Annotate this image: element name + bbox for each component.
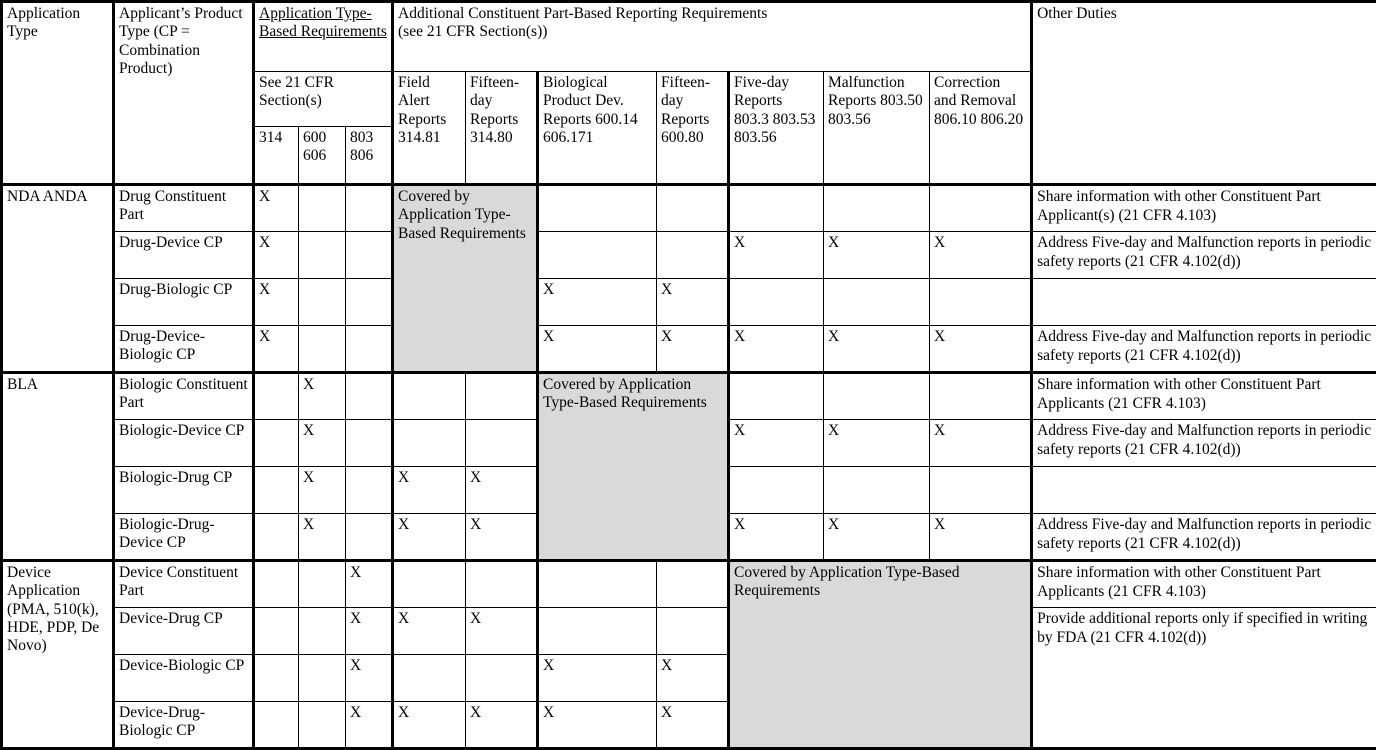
header-biological-product-dev-reports-text: Biological Product Dev. Reports 600.14 606.171 (543, 74, 652, 147)
header-group-additional-line2: (see 21 CFR Section(s)) (398, 23, 1026, 41)
header-field-alert-reports (393, 72, 466, 185)
cell-600-606: X (299, 514, 346, 561)
covered-by-app-type-bla: Covered by Application Type-Based Requirements (538, 373, 729, 561)
cell-803-806 (346, 326, 393, 373)
cell-600-606 (299, 561, 346, 608)
cell-314: X (254, 279, 299, 326)
cell-field-alert (393, 655, 466, 702)
cell-314 (254, 467, 299, 514)
cell-314: X (254, 232, 299, 279)
cell-803-806: X (346, 608, 393, 655)
header-five-day-reports-text: Five-day Reports 803.3 803.53 803.56 (734, 74, 819, 147)
cell-other-duties: Provide additional reports only if specified in writing by FDA (21 CFR 4.102(d)) (1032, 608, 1376, 749)
cell-314 (254, 561, 299, 608)
cell-correction-removal (930, 185, 1032, 232)
table-row (2, 326, 1376, 373)
cell-bio-product-dev: X (538, 655, 657, 702)
cell-fifteen-day-600 (657, 561, 729, 608)
cell-fifteen-day-314: X (466, 702, 538, 749)
cell-314 (254, 373, 299, 420)
cell-correction-removal: X (930, 420, 1032, 467)
cell-correction-removal: X (930, 232, 1032, 279)
cell-314 (254, 420, 299, 467)
cell-600-606: X (299, 467, 346, 514)
cell-correction-removal (930, 279, 1032, 326)
cell-803-806 (346, 420, 393, 467)
cell-correction-removal (930, 467, 1032, 514)
cell-field-alert: X (393, 702, 466, 749)
cell-803-806: X (346, 561, 393, 608)
cell-803-806: X (346, 655, 393, 702)
cell-bio-product-dev (538, 608, 657, 655)
cell-fifteen-day-600: X (657, 655, 729, 702)
product-type-cell: Device-Drug CP (114, 608, 254, 655)
header-five-day-reports (729, 72, 824, 185)
cell-803-806 (346, 279, 393, 326)
cell-five-day: X (729, 326, 824, 373)
application-type-device-text: Device Application (PMA, 510(k), HDE, PDP, De Novo) (7, 564, 108, 655)
application-type-nda-anda-text: NDA ANDA (7, 188, 108, 206)
cell-fifteen-day-314: X (466, 467, 538, 514)
header-group-additional-line1: Additional Constituent Part-Based Reporting Requirements (398, 5, 1026, 23)
header-group-row (2, 2, 1376, 72)
table-row (2, 232, 1376, 279)
cell-malfunction: X (824, 232, 930, 279)
cell-malfunction: X (824, 514, 930, 561)
cell-other-duties: Address Five-day and Malfunction reports in periodic safety reports (21 CFR 4.102(d)) (1032, 420, 1376, 467)
cell-correction-removal: X (930, 326, 1032, 373)
header-fifteen-day-reports-314 (466, 72, 538, 185)
header-cfr-314: 314 (254, 127, 299, 185)
cell-malfunction: X (824, 326, 930, 373)
cell-five-day (729, 373, 824, 420)
cell-600-606 (299, 655, 346, 702)
cell-correction-removal: X (930, 514, 1032, 561)
cell-314: X (254, 185, 299, 232)
product-type-cell: Biologic-Device CP (114, 420, 254, 467)
cell-803-806: X (346, 702, 393, 749)
cell-other-duties (1032, 279, 1376, 326)
cell-600-606 (299, 608, 346, 655)
cell-five-day (729, 279, 824, 326)
product-type-cell: Biologic-Drug-Device CP (114, 514, 254, 561)
cell-600-606 (299, 326, 346, 373)
cell-fifteen-day-314: X (466, 514, 538, 561)
cell-field-alert (393, 420, 466, 467)
cell-bio-product-dev (538, 185, 657, 232)
cell-malfunction: X (824, 420, 930, 467)
cell-other-duties: Share information with other Constituent Part Applicant(s) (21 CFR 4.103) (1032, 185, 1376, 232)
header-cfr-806: 806 (350, 147, 387, 165)
cell-other-duties: Address Five-day and Malfunction reports in periodic safety reports (21 CFR 4.102(d)) (1032, 514, 1376, 561)
cell-malfunction (824, 185, 930, 232)
table-row (2, 279, 1376, 326)
cell-fifteen-day-314 (466, 373, 538, 420)
table-row (2, 608, 1376, 655)
cell-other-duties: Address Five-day and Malfunction reports in periodic safety reports (21 CFR 4.102(d)) (1032, 326, 1376, 373)
cell-600-606 (299, 232, 346, 279)
header-see-21-cfr: See 21 CFR Section(s) (254, 72, 393, 127)
cell-bio-product-dev: X (538, 279, 657, 326)
cell-803-806 (346, 467, 393, 514)
cell-314 (254, 514, 299, 561)
header-correction-and-removal (930, 72, 1032, 185)
product-type-cell: Drug Constituent Part (114, 185, 254, 232)
cell-600-606 (299, 702, 346, 749)
table-row (2, 373, 1376, 420)
header-application-type: Application Type (2, 2, 114, 185)
product-type-cell: Biologic-Drug CP (114, 467, 254, 514)
cell-correction-removal (930, 373, 1032, 420)
cell-fifteen-day-600: X (657, 326, 729, 373)
cell-314 (254, 608, 299, 655)
cell-bio-product-dev (538, 232, 657, 279)
cell-bio-product-dev: X (538, 326, 657, 373)
cell-600-606 (299, 279, 346, 326)
cell-803-806 (346, 232, 393, 279)
application-type-bla-text: BLA (7, 376, 108, 394)
cell-fifteen-day-314 (466, 655, 538, 702)
cell-314 (254, 655, 299, 702)
cell-five-day: X (729, 420, 824, 467)
cell-803-806 (346, 185, 393, 232)
cell-other-duties: Address Five-day and Malfunction reports in periodic safety reports (21 CFR 4.102(d)) (1032, 232, 1376, 279)
header-correction-and-removal-text: Correction and Removal 806.10 806.20 (934, 74, 1026, 129)
header-group-additional-constituent (393, 2, 1032, 72)
product-type-cell: Device Constituent Part (114, 561, 254, 608)
product-type-cell: Drug-Biologic CP (114, 279, 254, 326)
header-fifteen-day-reports-600 (657, 72, 729, 185)
cell-fifteen-day-600 (657, 185, 729, 232)
header-fifteen-day-reports-314-text: Fifteen-day Reports 314.80 (470, 74, 532, 147)
covered-by-app-type-device: Covered by Application Type-Based Requirements (729, 561, 1032, 749)
header-malfunction-reports-text: Malfunction Reports 803.50 803.56 (828, 74, 925, 129)
header-biological-product-dev-reports (538, 72, 657, 185)
product-type-cell: Device-Biologic CP (114, 655, 254, 702)
cell-803-806 (346, 373, 393, 420)
header-other-duties-text: Other Duties (1037, 5, 1372, 27)
header-fifteen-day-reports-600-text: Fifteen-day Reports 600.80 (661, 74, 723, 147)
cell-malfunction (824, 279, 930, 326)
cell-600-606: X (299, 373, 346, 420)
header-group-application-type-based (254, 2, 393, 72)
cell-other-duties: Share information with other Constituent Part Applicants (21 CFR 4.103) (1032, 373, 1376, 420)
cell-fifteen-day-314: X (466, 608, 538, 655)
cell-bio-product-dev: X (538, 702, 657, 749)
cell-field-alert (393, 373, 466, 420)
cell-five-day (729, 467, 824, 514)
cell-five-day (729, 185, 824, 232)
header-field-alert-reports-text: Field Alert Reports 314.81 (398, 74, 461, 147)
application-type-bla (2, 373, 114, 561)
cell-314 (254, 702, 299, 749)
cell-field-alert: X (393, 608, 466, 655)
cell-other-duties (1032, 467, 1376, 514)
header-cfr-606: 606 (303, 147, 341, 165)
header-other-duties (1032, 2, 1376, 185)
cell-field-alert: X (393, 514, 466, 561)
table-row (2, 185, 1376, 232)
cell-other-duties: Share information with other Constituent Part Applicants (21 CFR 4.103) (1032, 561, 1376, 608)
header-cfr-600: 600 (303, 129, 341, 147)
header-cfr-803: 803 (350, 129, 387, 147)
cell-malfunction (824, 373, 930, 420)
header-cfr-803-806 (346, 127, 393, 185)
table-row (2, 561, 1376, 608)
cell-fifteen-day-314 (466, 420, 538, 467)
covered-by-app-type-nda: Covered by Application Type-Based Requirements (393, 185, 538, 373)
header-malfunction-reports (824, 72, 930, 185)
product-type-cell: Biologic Constituent Part (114, 373, 254, 420)
product-type-cell: Drug-Device-Biologic CP (114, 326, 254, 373)
cell-fifteen-day-600 (657, 232, 729, 279)
cell-803-806 (346, 514, 393, 561)
product-type-cell: Drug-Device CP (114, 232, 254, 279)
cell-600-606: X (299, 420, 346, 467)
cell-field-alert: X (393, 467, 466, 514)
product-type-cell: Device-Drug-Biologic CP (114, 702, 254, 749)
cell-field-alert (393, 561, 466, 608)
cell-fifteen-day-600: X (657, 279, 729, 326)
application-type-device (2, 561, 114, 749)
header-cfr-600-606 (299, 127, 346, 185)
header-group-application-type-based-text: Application Type-Based Requirements (259, 5, 387, 40)
application-type-nda-anda (2, 185, 114, 373)
header-applicant-product-type: Applicant’s Product Type (CP = Combination Product) (114, 2, 254, 185)
cell-five-day: X (729, 232, 824, 279)
cell-fifteen-day-600: X (657, 702, 729, 749)
cell-fifteen-day-600 (657, 608, 729, 655)
cell-malfunction (824, 467, 930, 514)
cell-fifteen-day-314 (466, 561, 538, 608)
cell-314: X (254, 326, 299, 373)
cell-five-day: X (729, 514, 824, 561)
cell-600-606 (299, 185, 346, 232)
cell-bio-product-dev (538, 561, 657, 608)
